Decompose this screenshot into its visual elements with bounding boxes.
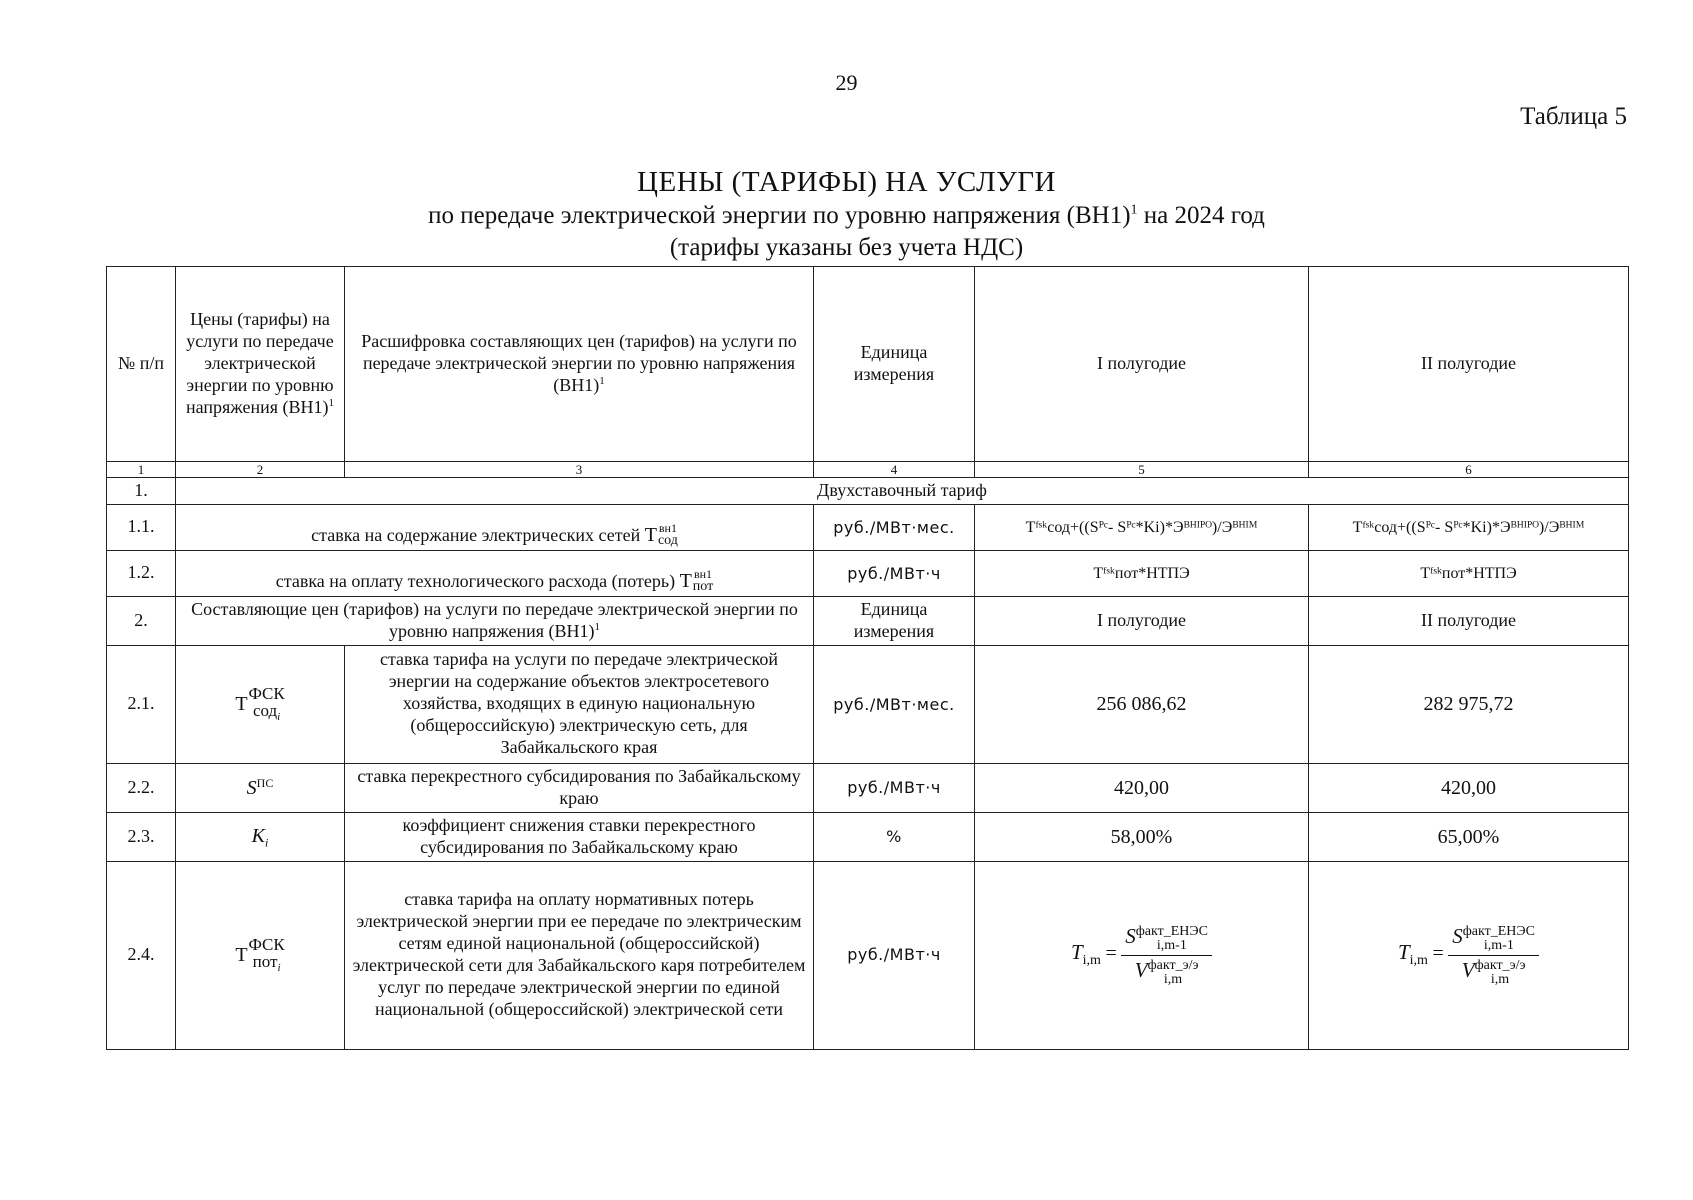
unit-value: руб./МВт·ч	[814, 763, 975, 812]
symbol-sub: пот	[692, 578, 714, 594]
symbol-sup: вн1	[658, 520, 677, 535]
num-sub: i,m-1	[1483, 937, 1514, 953]
row-number: 2.4.	[107, 861, 176, 1049]
symbol-index: i	[277, 711, 281, 724]
symbol-sub: i	[265, 835, 269, 850]
header-half2: II полугодие	[1309, 267, 1629, 462]
rate-label	[176, 504, 814, 550]
formula-h2: Тᶠˢᵏсод+((Sᴾᶜ- Sᴾᶜ*Ki)*Эᴮᴴᴵᴾᴼ)/Эᴮᴴᴵᴹ	[1309, 504, 1629, 550]
component-symbol	[176, 861, 345, 1049]
symbol-sup: ФСК	[248, 684, 285, 704]
document-title: ЦЕНЫ (ТАРИФЫ) НА УСЛУГИ	[637, 166, 1056, 198]
symbol-main: Т	[235, 943, 248, 966]
vat-note: (тарифы указаны без учета НДС)	[669, 234, 1024, 261]
unit-value: руб./МВт·ч	[814, 861, 975, 1049]
row-number: 1.	[107, 478, 176, 505]
lhs-sub: i,m	[1409, 953, 1428, 969]
symbol-main: K	[251, 824, 265, 847]
table-row	[107, 645, 1629, 763]
value-h1: 420,00	[975, 763, 1309, 812]
lhs-main: T	[1397, 940, 1410, 965]
rate-label	[176, 550, 814, 596]
formula-h1: Тᶠˢᵏсод+((Sᴾᶜ- Sᴾᶜ*Ki)*Эᴮᴴᴵᴾᴼ)/Эᴮᴴᴵᴹ	[975, 504, 1309, 550]
value-h2: 282 975,72	[1309, 645, 1629, 763]
col-number: 6	[1309, 462, 1629, 478]
value-h2: 65,00%	[1309, 812, 1629, 861]
symbol-sup: ФСК	[248, 935, 285, 955]
footnote-mark: 1	[1130, 202, 1138, 218]
num-sup: факт_ЕНЭС	[1135, 923, 1208, 939]
formula-h1	[975, 861, 1309, 1049]
tariff-table	[106, 266, 1629, 1050]
unit-value: %	[814, 812, 975, 861]
den-sub: i,m	[1163, 971, 1183, 987]
symbol-main: Т	[644, 523, 657, 546]
value-h1: 256 086,62	[975, 645, 1309, 763]
symbol-sup: ПС	[256, 775, 274, 790]
tariff-symbol	[645, 522, 678, 548]
num-sub: i,m-1	[1156, 937, 1187, 953]
component-description: коэффициент снижения ставки перекрестного субсидирования по Забайкальскому краю	[345, 812, 814, 861]
table-row	[107, 478, 1629, 505]
section-label	[176, 596, 814, 645]
section-label: Двухставочный тариф	[176, 478, 1629, 505]
footnote-mark: 1	[328, 396, 335, 409]
section-label-text: Составляющие цен (тарифов) на услуги по передаче электрической энергии по уровню напряжения (ВН1)	[191, 598, 798, 641]
tariff-symbol	[235, 936, 284, 974]
symbol-index: i	[277, 962, 281, 975]
table-header-row	[107, 267, 1629, 462]
column-numbers-row	[107, 462, 1629, 478]
symbol-main: Т	[679, 569, 692, 592]
component-symbol	[176, 812, 345, 861]
component-description: ставка тарифа на услуги по передаче электрической энергии на содержание объектов электросетевого хозяйства, входящих в единую национальную (общероссийскую) электрическую сеть, для Забайкальского края	[345, 645, 814, 763]
equals-sign: =	[1105, 942, 1117, 965]
symbol-sub: сод	[657, 532, 678, 548]
fraction-denominator	[1121, 956, 1212, 987]
unit-value: руб./МВт·ч	[814, 550, 975, 596]
half2-header: II полугодие	[1309, 596, 1629, 645]
col-number: 3	[345, 462, 814, 478]
header-decoding	[345, 267, 814, 462]
row-number: 2.1.	[107, 645, 176, 763]
header-number: № п/п	[107, 267, 176, 462]
den-sub: i,m	[1490, 971, 1510, 987]
unit-header: Единица измерения	[814, 596, 975, 645]
formula-h1: Тᶠˢᵏпот*НТПЭ	[975, 550, 1309, 596]
fraction-numerator	[1121, 924, 1212, 956]
unit-value: руб./МВт·мес.	[814, 645, 975, 763]
table-row	[107, 861, 1629, 1049]
table-row	[107, 763, 1629, 812]
col-number: 5	[975, 462, 1309, 478]
half1-header: I полугодие	[975, 596, 1309, 645]
formula-fraction	[1121, 924, 1212, 987]
row-number: 1.2.	[107, 550, 176, 596]
lhs-sub: i,m	[1082, 953, 1101, 969]
header-tariffs	[176, 267, 345, 462]
row-number: 2.	[107, 596, 176, 645]
symbol-sup: вн1	[693, 566, 713, 581]
lhs-main: T	[1070, 940, 1083, 965]
tariff-symbol	[680, 568, 714, 594]
formula-h2	[1309, 861, 1629, 1049]
table-row	[107, 550, 1629, 596]
component-symbol	[176, 645, 345, 763]
rate-label-text: ставка на содержание электрических сетей	[311, 524, 641, 545]
page-number: 29	[835, 70, 858, 95]
row-number: 1.1.	[107, 504, 176, 550]
component-description: ставка тарифа на оплату нормативных потерь электрической энергии при ее передаче по электрическим сетям единой национальной (общероссийской) электрической сети для Забайкальского каря потребителем услуг по передаче электрической энергии по единой национальной (общероссийской) электрической сети	[345, 861, 814, 1049]
formula-lhs	[1070, 940, 1101, 969]
rate-label-text: ставка на оплату технологического расхода (потерь)	[275, 570, 676, 591]
fraction-denominator	[1448, 956, 1539, 987]
den-sup: факт_э/э	[1147, 957, 1199, 973]
table-row	[107, 504, 1629, 550]
component-description: ставка перекрестного субсидирования по Забайкальскому краю	[345, 763, 814, 812]
formula-h2: Тᶠˢᵏпот*НТПЭ	[1309, 550, 1629, 596]
fraction-numerator	[1448, 924, 1539, 956]
table-row	[107, 596, 1629, 645]
num-main: S	[1125, 923, 1136, 948]
table-row	[107, 812, 1629, 861]
col-number: 1	[107, 462, 176, 478]
equals-sign: =	[1432, 942, 1444, 965]
col-number: 2	[176, 462, 345, 478]
component-symbol	[176, 763, 345, 812]
den-sup: факт_э/э	[1474, 957, 1526, 973]
symbol-main: S	[246, 776, 257, 799]
subtitle-year: на 2024 год	[1137, 202, 1265, 229]
num-main: S	[1452, 923, 1463, 948]
subtitle-text: по передаче электрической энергии по уровню напряжения (ВН1)	[428, 202, 1131, 229]
header-unit: Единица измерения	[814, 267, 975, 462]
col-number: 4	[814, 462, 975, 478]
footnote-mark: 1	[599, 374, 605, 387]
header-decoding-text: Расшифровка составляющих цен (тарифов) на услуги по передаче электрической энергии по уровню напряжения (ВН1)	[361, 331, 797, 395]
value-h2: 420,00	[1309, 763, 1629, 812]
document-subtitle	[0, 202, 1693, 230]
unit-value: руб./МВт·мес.	[814, 504, 975, 550]
value-h1: 58,00%	[975, 812, 1309, 861]
formula-lhs	[1397, 940, 1428, 969]
footnote-mark: 1	[594, 620, 601, 633]
formula-fraction	[1448, 924, 1539, 987]
symbol-main: Т	[235, 693, 248, 716]
row-number: 2.3.	[107, 812, 176, 861]
tariff-symbol	[235, 685, 284, 723]
den-main: V	[1461, 957, 1475, 982]
den-main: V	[1134, 957, 1148, 982]
symbol-sub: пот	[252, 952, 278, 972]
header-tariffs-text: Цены (тарифы) на услуги по передаче электрической энергии по уровню напряжения (ВН1)	[185, 309, 334, 417]
row-number: 2.2.	[107, 763, 176, 812]
num-sup: факт_ЕНЭС	[1462, 923, 1535, 939]
header-half1: I полугодие	[975, 267, 1309, 462]
symbol-sub: сод	[252, 701, 278, 721]
table-label: Таблица 5	[1520, 103, 1627, 130]
